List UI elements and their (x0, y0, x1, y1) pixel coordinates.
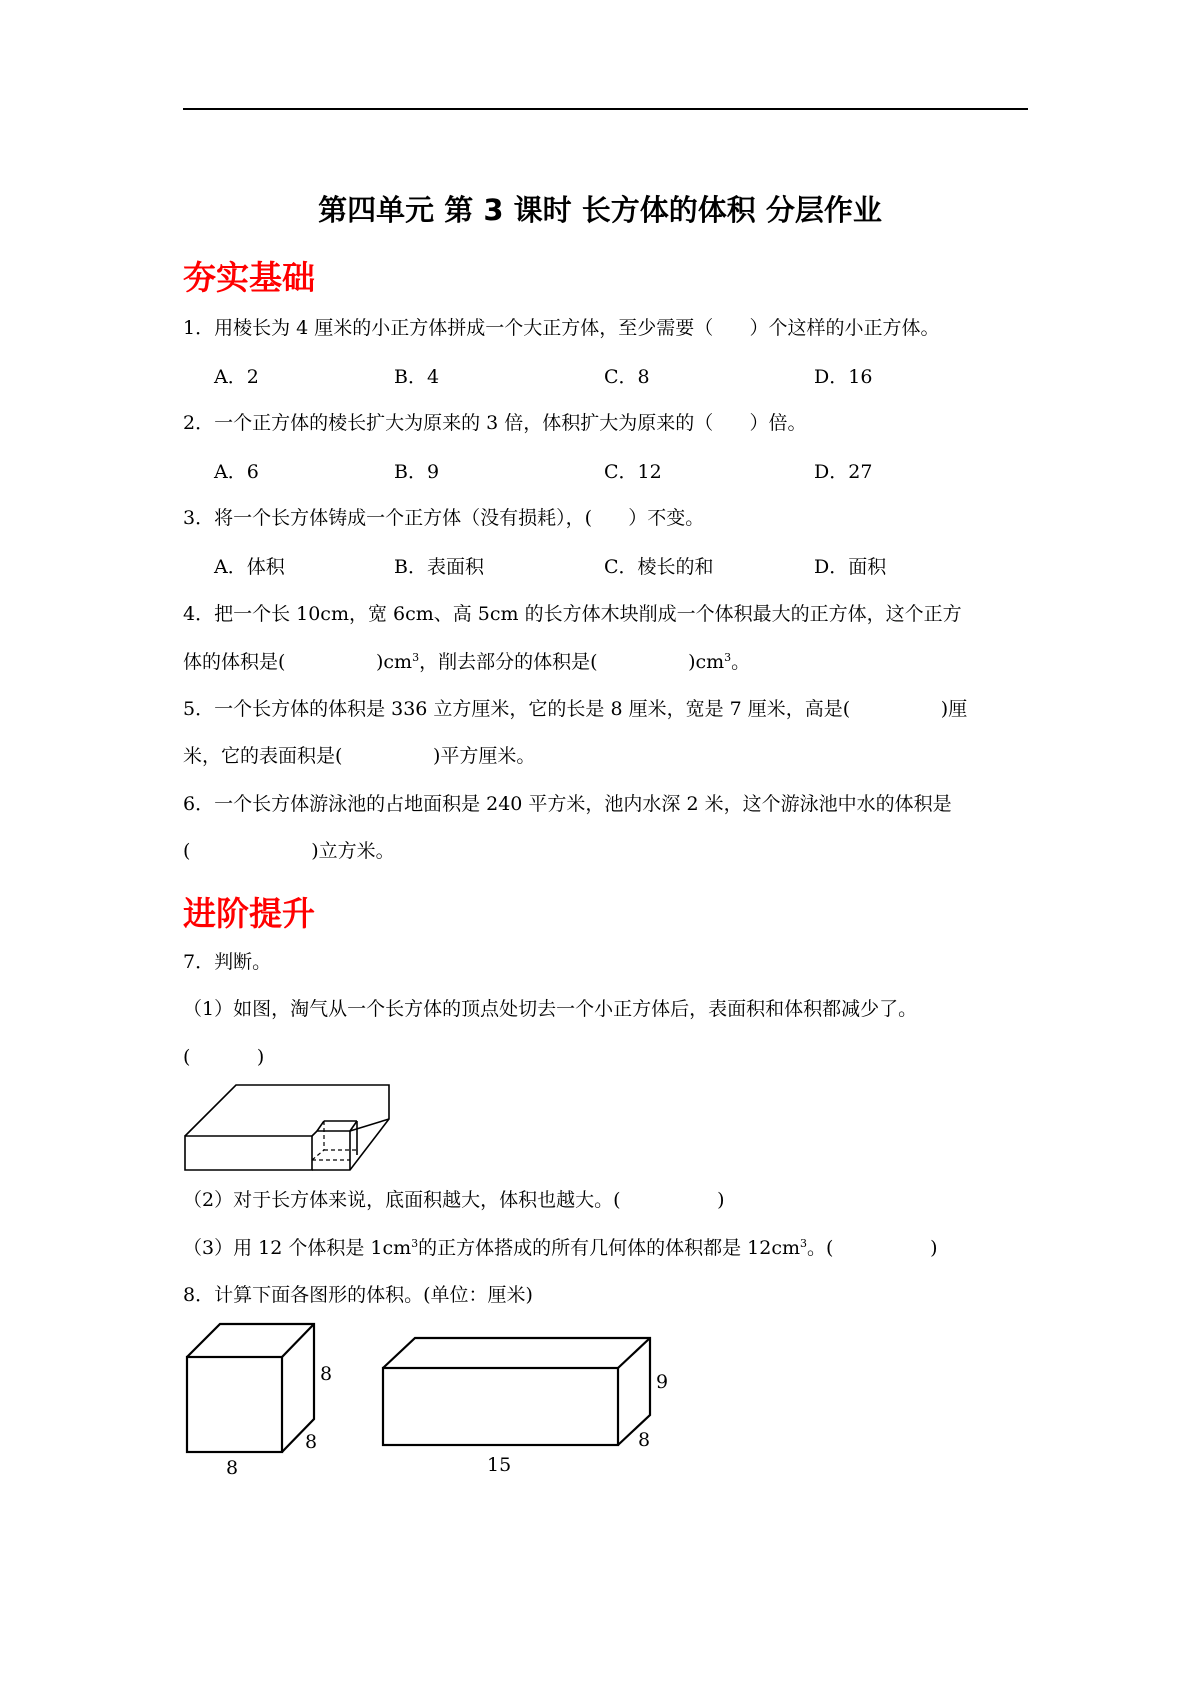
cube-height-label: 8 (320, 1363, 333, 1385)
cuboid-height-label: 9 (656, 1371, 669, 1393)
question-8-stem: 8．计算下面各图形的体积。(单位：厘米) (183, 1284, 533, 1306)
q1-option-d: D．16 (814, 366, 873, 388)
question-7-stem: 7．判断。 (183, 951, 272, 973)
question-7-part-1-blank: ( ) (183, 1046, 265, 1068)
question-7-part-1: （1）如图，淘气从一个长方体的顶点处切去一个小正方体后，表面积和体积都减少了。 (183, 998, 918, 1020)
q2-option-d: D．27 (814, 461, 873, 483)
q3-option-b: B．表面积 (394, 556, 484, 578)
question-4-line-2: 体的体积是( )$cm^3$，削去部分的体积是( )$cm^3$。 (183, 651, 751, 673)
page-title: 第四单元 第 3 课时 长方体的体积 分层作业 (318, 193, 882, 227)
q1-option-c: C．8 (604, 366, 650, 388)
q2-option-b: B．9 (394, 461, 440, 483)
question-7-part-3: （3）用 12 个体积是 $1cm^3$的正方体搭成的所有几何体的体积都是 $12cm^3$。( ) (183, 1237, 938, 1259)
cuboid-length-label: 15 (487, 1454, 512, 1476)
question-3-stem: 3．将一个长方体铸成一个正方体（没有损耗），( ）不变。 (183, 507, 705, 529)
q3-option-a: A．体积 (214, 556, 285, 578)
q2-option-a: A．6 (214, 461, 259, 483)
question-1-stem: 1．用棱长为 4 厘米的小正方体拼成一个大正方体，至少需要（ ）个这样的小正方体。 (183, 317, 940, 339)
q3-option-c: C．棱长的和 (604, 556, 714, 578)
question-2-stem: 2．一个正方体的棱长扩大为原来的 3 倍，体积扩大为原来的（ ）倍。 (183, 412, 807, 434)
cube-depth-label: 8 (305, 1431, 318, 1453)
question-4-line-1: 4．把一个长 10cm，宽 6cm、高 5cm 的长方体木块削成一个体积最大的正方体，这个正方 (183, 603, 962, 625)
section-heading-basic: 夯实基础 (183, 258, 315, 297)
cube-width-label: 8 (226, 1457, 239, 1479)
question-5-line-1: 5．一个长方体的体积是 336 立方厘米，它的长是 8 厘米，宽是 7 厘米，高是( )厘 (183, 698, 968, 720)
question-6-line-2: ( )立方米。 (183, 840, 395, 862)
cuboid-depth-label: 8 (638, 1429, 651, 1451)
question-6-line-1: 6．一个长方体游泳池的占地面积是 240 平方米，池内水深 2 米，这个游泳池中水的体积是 (183, 793, 952, 815)
q1-option-a: A．2 (214, 366, 259, 388)
section-heading-advanced: 进阶提升 (183, 894, 315, 933)
q2-option-c: C．12 (604, 461, 662, 483)
q1-option-b: B．4 (394, 366, 440, 388)
question-7-part-2: （2）对于长方体来说，底面积越大，体积也越大。( ) (183, 1189, 725, 1211)
q3-option-d: D．面积 (814, 556, 887, 578)
question-5-line-2: 米，它的表面积是( )平方厘米。 (183, 745, 536, 767)
